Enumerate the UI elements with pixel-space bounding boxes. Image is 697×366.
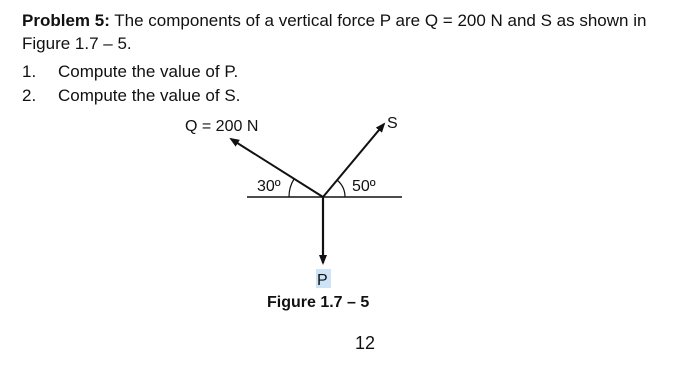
- angle-label-right: 50º: [352, 178, 376, 195]
- angle-label-left: 30º: [257, 178, 281, 195]
- s-label: S: [387, 115, 398, 132]
- task-number: 2.: [22, 86, 37, 105]
- p-label: P: [317, 272, 328, 289]
- angle-arc-left: [289, 179, 294, 197]
- q-label: Q = 200 N: [185, 118, 259, 135]
- problem-label: Problem 5:: [22, 11, 110, 30]
- page-number: 12: [355, 333, 376, 353]
- task-number: 1.: [22, 62, 37, 81]
- task-text: Compute the value of S.: [58, 86, 241, 105]
- figure-caption: Figure 1.7 – 5: [267, 294, 370, 311]
- angle-arc-right: [337, 180, 345, 197]
- problem-body: The components of a vertical force P are Q = 200 N and S as shown in Figure 1.7 – 5.: [22, 11, 647, 53]
- task-text: Compute the value of P.: [58, 62, 239, 81]
